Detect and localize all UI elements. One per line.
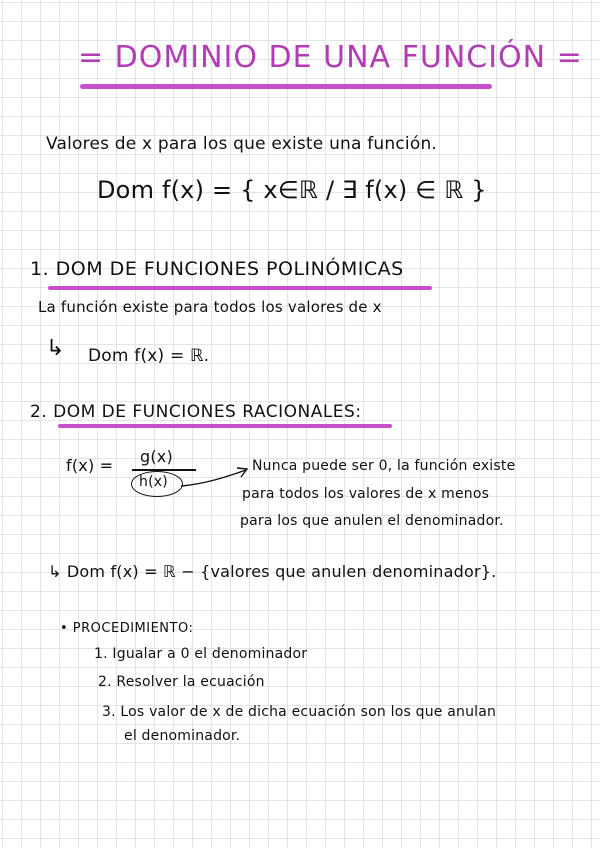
procedure-step-2: 2. Resolver la ecuación xyxy=(98,674,265,690)
section1-result: Dom f(x) = ℝ. xyxy=(88,346,210,366)
section1-heading: 1. DOM DE FUNCIONES POLINÓMICAS xyxy=(30,258,404,280)
section1-arrow-icon: ↳ xyxy=(46,336,65,361)
fraction-denominator: h(x) xyxy=(139,474,168,490)
procedure-step-3-continued: el denominador. xyxy=(124,728,241,744)
note-line-1: Nunca puede ser 0, la función existe xyxy=(252,458,516,474)
section1-statement: La función existe para todos los valores de x xyxy=(38,298,382,316)
domain-formula: Dom f(x) = { x∈ℝ / ∃ f(x) ∈ ℝ } xyxy=(97,176,487,204)
procedure-step-3: 3. Los valor de x de dicha ecuación son los que anulan xyxy=(102,704,497,720)
fraction-lhs: f(x) = xyxy=(66,456,114,475)
definition-text: Valores de x para los que existe una función. xyxy=(46,134,438,154)
note-line-3: para los que anulen el denominador. xyxy=(240,513,504,529)
section2-result: ↳ Dom f(x) = ℝ − {valores que anulen denominador}. xyxy=(48,562,497,581)
section2-heading: 2. DOM DE FUNCIONES RACIONALES: xyxy=(30,402,362,422)
note-line-2: para todos los valores de x menos xyxy=(242,486,490,502)
page-title: = DOMINIO DE UNA FUNCIÓN = xyxy=(78,40,583,75)
procedure-label: • PROCEDIMIENTO: xyxy=(60,621,194,636)
fraction-numerator: g(x) xyxy=(140,447,173,466)
procedure-step-1: 1. Igualar a 0 el denominador xyxy=(94,646,308,662)
